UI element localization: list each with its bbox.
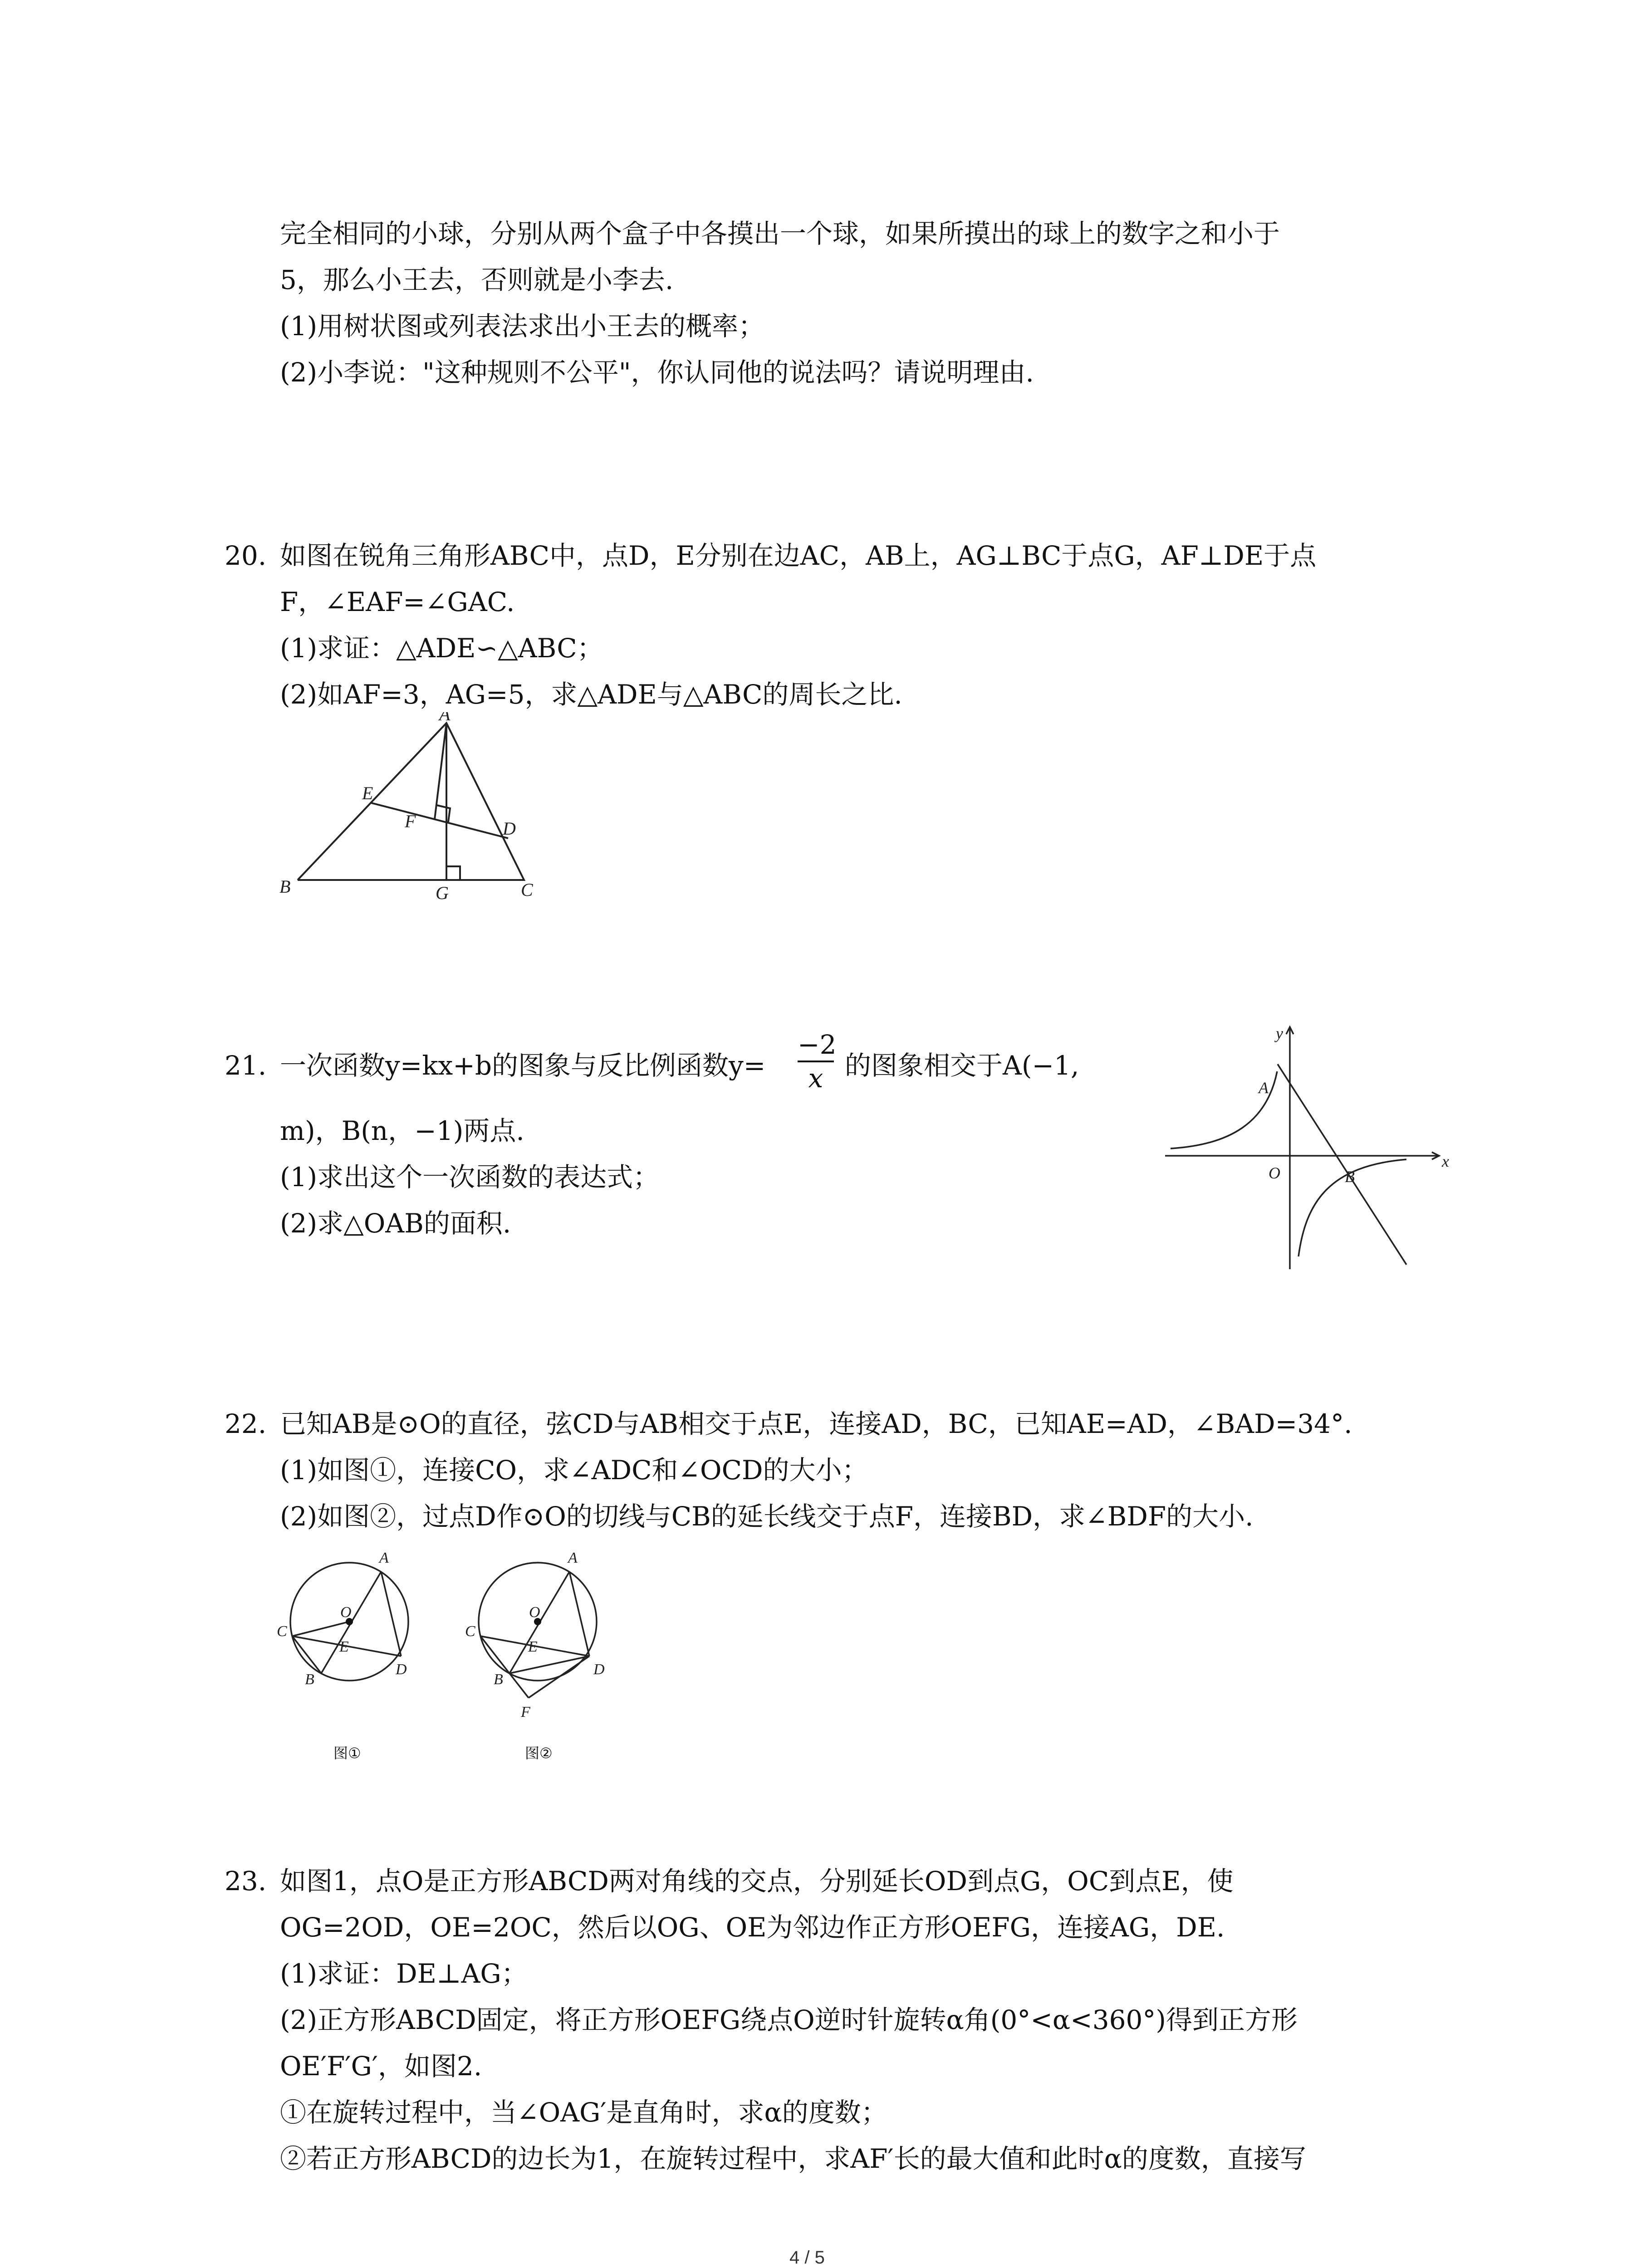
label-D: D xyxy=(503,818,516,839)
q23-line-7: ②若正方形ABCD的边长为1，在旋转过程中，求AF′长的最大值和此时α的度数，直接写 xyxy=(280,2143,1306,2174)
q20-line-3: (1)求证：△ADE∽△ABC； xyxy=(280,633,603,664)
origin-label: O xyxy=(1269,1164,1280,1182)
q21-line-3: (1)求出这个一次函数的表达式； xyxy=(280,1162,660,1193)
fig2-label-F: F xyxy=(521,1704,530,1721)
q21-number: 21. xyxy=(225,1050,267,1081)
figure-caption-2: 图② xyxy=(525,1745,553,1762)
label-A: A xyxy=(439,712,451,724)
label-G: G xyxy=(436,883,449,903)
q23-line-1: 如图1，点O是正方形ABCD两对角线的交点，分别延长OD到点G，OC到点E，使 xyxy=(280,1866,1234,1897)
fig2-label-E: E xyxy=(528,1638,538,1655)
fraction-numerator: −2 xyxy=(798,1029,837,1060)
q22-circle-figures xyxy=(272,1535,617,1726)
q23-line-2: OG=2OD，OE=2OC，然后以OG、OE为邻边作正方形OEFG，连接AG，DE. xyxy=(280,1912,1225,1943)
q21-line-4: (2)求△OAB的面积. xyxy=(280,1208,511,1239)
q20-line-4: (2)如AF=3，AG=5，求△ADE与△ABC的周长之比. xyxy=(280,679,902,710)
q23-line-5: OE′F′G′，如图2. xyxy=(280,2051,482,2082)
q20-line-1: 如图在锐角三角形ABC中，点D，E分别在边AC，AB上，AG⊥BC于点G，AF⊥DE于点 xyxy=(280,540,1317,571)
label-A: A xyxy=(1259,1079,1269,1097)
fig1-label-D: D xyxy=(396,1661,407,1678)
label-E: E xyxy=(362,783,373,803)
q21-function-graph xyxy=(1161,1021,1461,1275)
fig2-label-B: B xyxy=(494,1671,503,1688)
axis-label-x: x xyxy=(1442,1152,1449,1170)
label-F: F xyxy=(405,811,416,831)
q21-line-1-pre: 一次函数y=kx+b的图象与反比例函数y= xyxy=(280,1050,766,1081)
page-number: 4 / 5 xyxy=(789,2248,825,2268)
figure-caption-1: 图① xyxy=(333,1745,361,1762)
label-B: B xyxy=(279,876,291,897)
q21-fraction xyxy=(798,1029,837,1094)
fig2-label-A: A xyxy=(568,1549,578,1566)
q19-line-4: (2)小李说："这种规则不公平"，你认同他的说法吗？请说明理由. xyxy=(280,357,1034,388)
q23-line-6: ①在旋转过程中，当∠OAG′是直角时，求α的度数； xyxy=(280,2097,887,2128)
q22-line-3: (2)如图②，过点D作⊙O的切线与CB的延长线交于点F，连接BD，求∠BDF的大小. xyxy=(280,1501,1254,1532)
q19-line-3: (1)用树状图或列表法求出小王去的概率； xyxy=(280,311,765,342)
q22-number: 22. xyxy=(225,1408,267,1439)
fig1-label-B: B xyxy=(305,1671,314,1688)
fig1-label-C: C xyxy=(277,1623,287,1640)
fig1-label-O: O xyxy=(340,1604,352,1621)
q19-line-2: 5，那么小王去，否则就是小李去. xyxy=(280,264,674,295)
q20-line-2: F，∠EAF=∠GAC. xyxy=(280,587,515,617)
q23-line-3: (1)求证：DE⊥AG； xyxy=(280,1958,528,1989)
q19-line-1: 完全相同的小球，分别从两个盒子中各摸出一个球，如果所摸出的球上的数字之和小于 xyxy=(280,218,1280,249)
label-C: C xyxy=(521,880,533,900)
fig1-label-A: A xyxy=(379,1549,389,1566)
q21-line-2: m)，B(n，−1)两点. xyxy=(280,1115,524,1146)
q22-line-1: 已知AB是⊙O的直径，弦CD与AB相交于点E，连接AD，BC，已知AE=AD，∠BAD=34°. xyxy=(280,1408,1352,1439)
q20-triangle-figure xyxy=(272,712,554,903)
fig2-label-D: D xyxy=(593,1661,605,1678)
q23-line-4: (2)正方形ABCD固定，将正方形OEFG绕点O逆时针旋转α角(0°<α<360°)得到正方形 xyxy=(280,2004,1298,2035)
fig2-label-C: C xyxy=(465,1623,475,1640)
axis-label-y: y xyxy=(1276,1024,1283,1042)
label-B: B xyxy=(1345,1168,1355,1186)
q21-line-1-post: 的图象相交于A(−1, xyxy=(845,1050,1079,1081)
fig2-label-O: O xyxy=(529,1604,540,1621)
fig1-label-E: E xyxy=(339,1638,349,1655)
q22-line-2: (1)如图①，连接CO，求∠ADC和∠OCD的大小； xyxy=(280,1455,868,1486)
fraction-denominator: x xyxy=(798,1061,834,1094)
q23-number: 23. xyxy=(225,1866,267,1897)
q20-number: 20. xyxy=(225,540,267,571)
